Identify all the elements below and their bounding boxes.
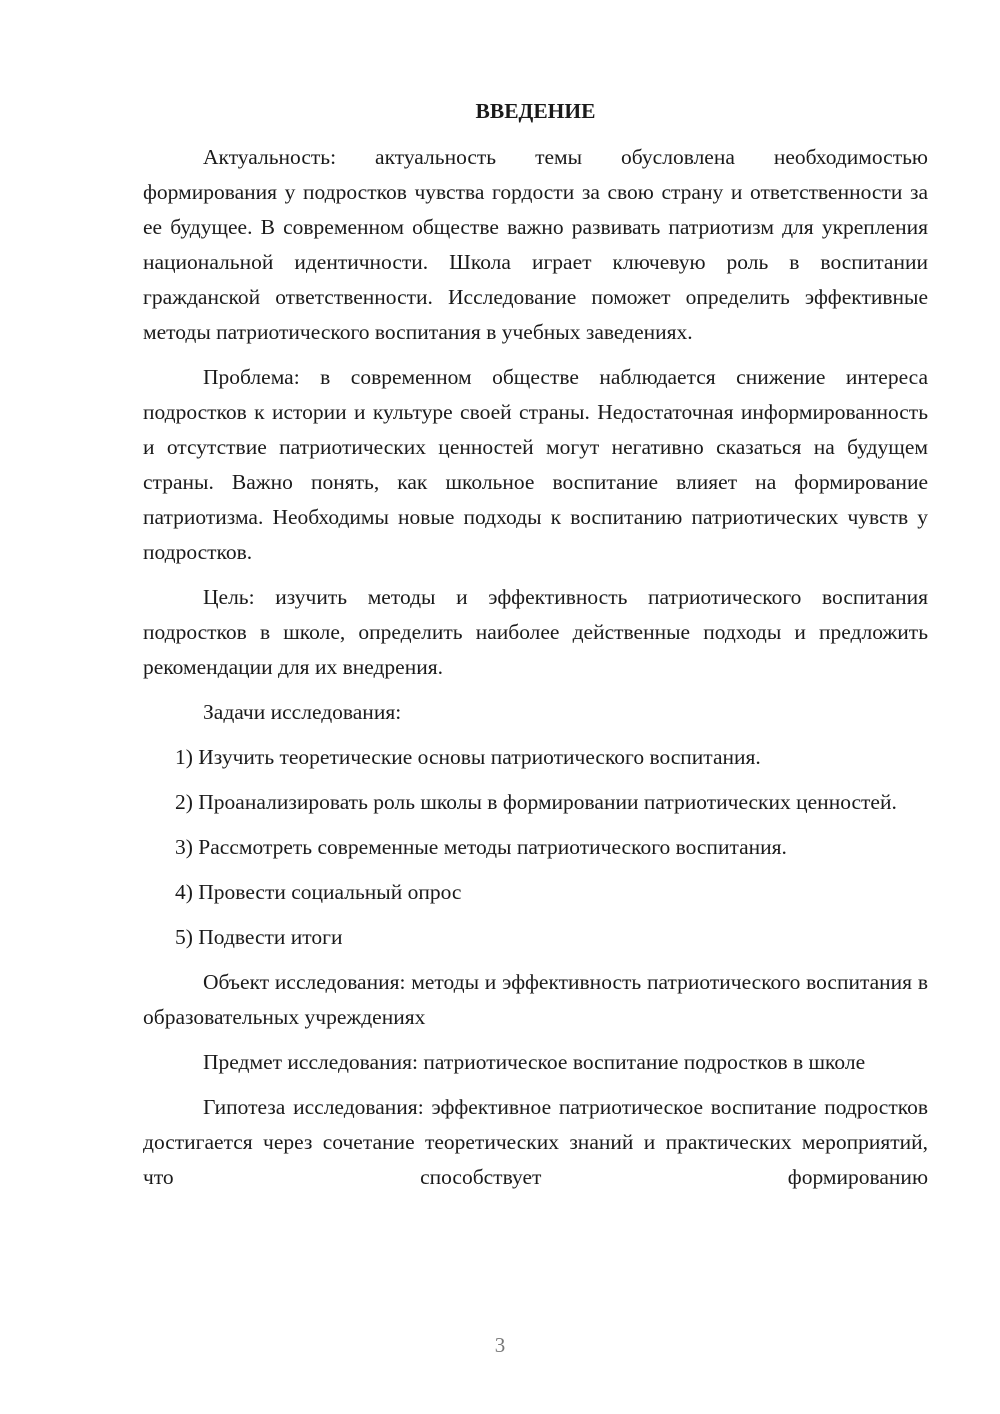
section-title: ВВЕДЕНИЕ bbox=[475, 99, 596, 123]
goal-paragraph: Цель: изучить методы и эффективность патриотического воспитания подростков в школе, определить наиболее действенные подходы и предложить рекомендации для их внедрения. bbox=[143, 585, 928, 679]
object-paragraph: Объект исследования: методы и эффективность патриотического воспитания в образовательных учреждениях bbox=[143, 970, 928, 1029]
document-page bbox=[143, 96, 928, 1205]
task-item-1: 1) Изучить теоретические основы патриотического воспитания. bbox=[175, 745, 761, 769]
tasks-heading: Задачи исследования: bbox=[203, 700, 402, 724]
problem-paragraph: Проблема: в современном обществе наблюдается снижение интереса подростков к истории и культуре своей страны. Недостаточная информированность и отсутствие патриотических ценностей могут негативно сказаться на будущем страны. Важно понять, как школьное воспитание влияет на формирование патриотизма. Необходимы новые подходы к воспитанию патриотических чувств у подростков. bbox=[143, 365, 928, 564]
subject-paragraph: Предмет исследования: патриотическое воспитание подростков в школе bbox=[203, 1050, 866, 1074]
task-item-3: 3) Рассмотреть современные методы патриотического воспитания. bbox=[175, 835, 787, 859]
hypothesis-paragraph: Гипотеза исследования: эффективное патриотическое воспитание подростков достигается через сочетание теоретических знаний и практических мероприятий, что способствует формированию bbox=[143, 1095, 928, 1189]
relevance-paragraph: Актуальность: актуальность темы обусловлена необходимостью формирования у подростков чувства гордости за свою страну и ответственности за ее будущее. В современном обществе важно развивать патриотизм для укрепления национальной идентичности. Школа играет ключевую роль в воспитании гражданской ответственности. Исследование поможет определить эффективные методы патриотического воспитания в учебных заведениях. bbox=[143, 145, 928, 344]
task-item-4: 4) Провести социальный опрос bbox=[175, 880, 462, 904]
page-number: 3 bbox=[494, 1333, 506, 1357]
task-item-2: 2) Проанализировать роль школы в формировании патриотических ценностей. bbox=[175, 790, 897, 814]
task-item-5: 5) Подвести итоги bbox=[175, 925, 343, 949]
